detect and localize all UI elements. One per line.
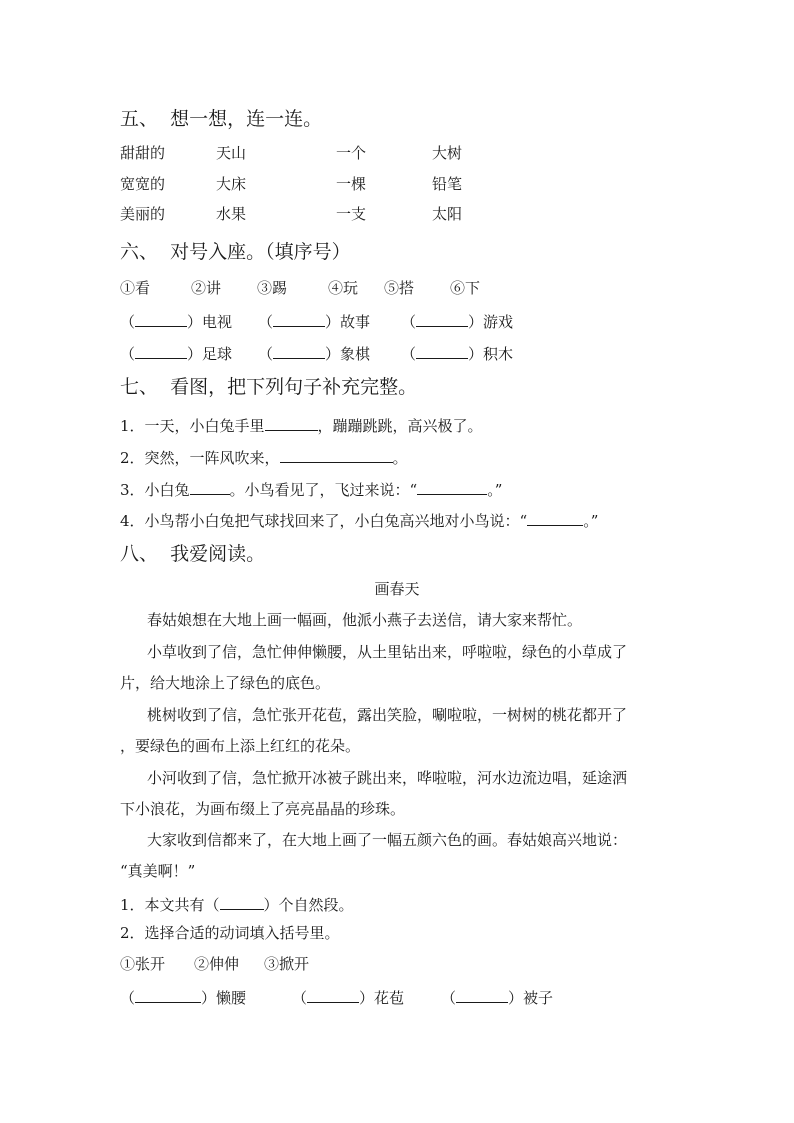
paren-open: （: [441, 989, 457, 1007]
paren-close: ）: [187, 345, 203, 363]
match-word-col4-1: 大树: [432, 144, 463, 162]
question-text: 1．本文共有（: [120, 896, 220, 914]
option-4: ④玩: [328, 279, 359, 297]
answer-line[interactable]: [280, 448, 393, 463]
match-word-col4-3: 太阳: [432, 205, 463, 223]
option-6: ⑥下: [450, 279, 481, 297]
fill-blank-blocks[interactable]: [401, 344, 513, 362]
match-word-col3-1: 一个: [336, 144, 367, 162]
reading-question-1: [120, 895, 354, 913]
fill-blank-tv[interactable]: [120, 312, 232, 330]
sentence-text: 。小鸟看见了，飞过来说：“: [229, 481, 418, 499]
sentence-2: [120, 448, 408, 466]
section-6-title: 六、 对号入座。（填序号）: [120, 241, 351, 263]
paragraph-3-line-1: 桃树收到了信，急忙张开花苞，露出笑脸，唰啦啦，一树树的桃花都开了: [147, 706, 628, 724]
fill-blank-stretch[interactable]: [120, 988, 246, 1006]
fill-label: 游戏: [483, 313, 514, 331]
fill-blank-chess[interactable]: [258, 344, 370, 362]
match-word-col4-2: 铅笔: [432, 175, 463, 193]
answer-line[interactable]: [265, 416, 318, 431]
match-word-col1-1: 甜甜的: [120, 144, 166, 162]
answer-line[interactable]: [220, 895, 264, 910]
fill-label: 电视: [202, 313, 233, 331]
fill-label: 故事: [340, 313, 371, 331]
fill-blank-bud[interactable]: [292, 988, 404, 1006]
answer-line[interactable]: [527, 511, 583, 526]
verb-option-2: ②伸伸: [194, 955, 240, 973]
paren-open: （: [258, 313, 274, 331]
paren-open: （: [401, 345, 417, 363]
answer-line[interactable]: [135, 988, 201, 1003]
paren-open: （: [292, 989, 308, 1007]
answer-line[interactable]: [273, 312, 325, 327]
paragraph-2-line-2: 片，给大地涂上了绿色的底色。: [120, 674, 331, 692]
verb-option-1: ①张开: [120, 955, 166, 973]
fill-label: 被子: [523, 989, 554, 1007]
section-7-title: 七、 看图，把下列句子补充完整。: [120, 376, 418, 398]
question-text: ）个自然段。: [263, 896, 354, 914]
paren-close: ）: [468, 345, 484, 363]
paragraph-2-line-1: 小草收到了信，急忙伸伸懒腰，从土里钻出来，呼啦啦，绿色的小草成了: [147, 643, 628, 661]
reading-question-2: 2．选择合适的动词填入括号里。: [120, 924, 340, 942]
option-5: ⑤搭: [384, 279, 415, 297]
match-word-col2-1: 天山: [216, 144, 247, 162]
match-word-col1-2: 宽宽的: [120, 175, 166, 193]
match-word-col2-3: 水果: [216, 205, 247, 223]
sentence-text: 3．小白兔: [120, 481, 190, 499]
answer-line[interactable]: [307, 988, 359, 1003]
paren-open: （: [120, 989, 136, 1007]
paragraph-5-line-2: “真美啊！”: [120, 862, 196, 880]
section-5-title: 五、 想一想，连一连。: [120, 108, 323, 130]
paren-open: （: [401, 313, 417, 331]
option-1: ①看: [120, 279, 151, 297]
passage-title: 画春天: [374, 580, 420, 598]
sentence-text: ，蹦蹦跳跳，高兴极了。: [317, 417, 483, 435]
fill-label: 懒腰: [216, 989, 247, 1007]
sentence-1: [120, 416, 483, 434]
answer-line[interactable]: [417, 480, 487, 495]
paren-close: ）: [325, 345, 341, 363]
match-word-col1-3: 美丽的: [120, 205, 166, 223]
fill-blank-story[interactable]: [258, 312, 370, 330]
section-8-title: 八、 我爱阅读。: [120, 543, 266, 565]
answer-line[interactable]: [273, 344, 325, 359]
paren-open: （: [258, 345, 274, 363]
fill-label: 积木: [483, 345, 514, 363]
answer-line[interactable]: [135, 344, 187, 359]
fill-blank-quilt[interactable]: [441, 988, 553, 1006]
sentence-text: 2．突然，一阵风吹来，: [120, 449, 280, 467]
fill-blank-football[interactable]: [120, 344, 232, 362]
sentence-3: [120, 480, 502, 498]
answer-line[interactable]: [416, 312, 468, 327]
sentence-text: 4．小鸟帮小白兔把气球找回来了，小白兔高兴地对小鸟说：“: [120, 512, 528, 530]
fill-label: 象棋: [340, 345, 371, 363]
answer-line[interactable]: [416, 344, 468, 359]
paren-close: ）: [201, 989, 217, 1007]
sentence-text: 。”: [487, 481, 503, 499]
answer-line[interactable]: [456, 988, 508, 1003]
match-word-col3-2: 一棵: [336, 175, 367, 193]
verb-option-3: ③掀开: [264, 955, 310, 973]
paragraph-4-line-2: 下小浪花，为画布缀上了亮亮晶晶的珍珠。: [120, 800, 406, 818]
paragraph-4-line-1: 小河收到了信，急忙掀开冰被子跳出来，哗啦啦，河水边流边唱，延途洒: [147, 769, 628, 787]
sentence-text: 。: [392, 449, 408, 467]
match-word-col3-3: 一支: [336, 205, 367, 223]
answer-line[interactable]: [135, 312, 187, 327]
answer-line[interactable]: [190, 480, 230, 495]
fill-blank-game[interactable]: [401, 312, 513, 330]
paragraph-5-line-1: 大家收到信都来了，在大地上画了一幅五颜六色的画。春姑娘高兴地说：: [147, 831, 628, 849]
paren-open: （: [120, 313, 136, 331]
paren-open: （: [120, 345, 136, 363]
sentence-4: [120, 511, 598, 529]
fill-label: 花苞: [374, 989, 405, 1007]
paren-close: ）: [468, 313, 484, 331]
paragraph-3-line-2: ，要绿色的画布上添上红红的花朵。: [120, 737, 361, 755]
option-3: ③踢: [257, 279, 288, 297]
paren-close: ）: [325, 313, 341, 331]
paren-close: ）: [508, 989, 524, 1007]
paren-close: ）: [359, 989, 375, 1007]
fill-label: 足球: [202, 345, 233, 363]
sentence-text: 1．一天，小白兔手里: [120, 417, 265, 435]
match-word-col2-2: 大床: [216, 175, 247, 193]
sentence-text: 。”: [583, 512, 599, 530]
paragraph-1: 春姑娘想在大地上画一幅画，他派小燕子去送信，请大家来帮忙。: [147, 611, 583, 629]
option-2: ②讲: [191, 279, 222, 297]
paren-close: ）: [187, 313, 203, 331]
